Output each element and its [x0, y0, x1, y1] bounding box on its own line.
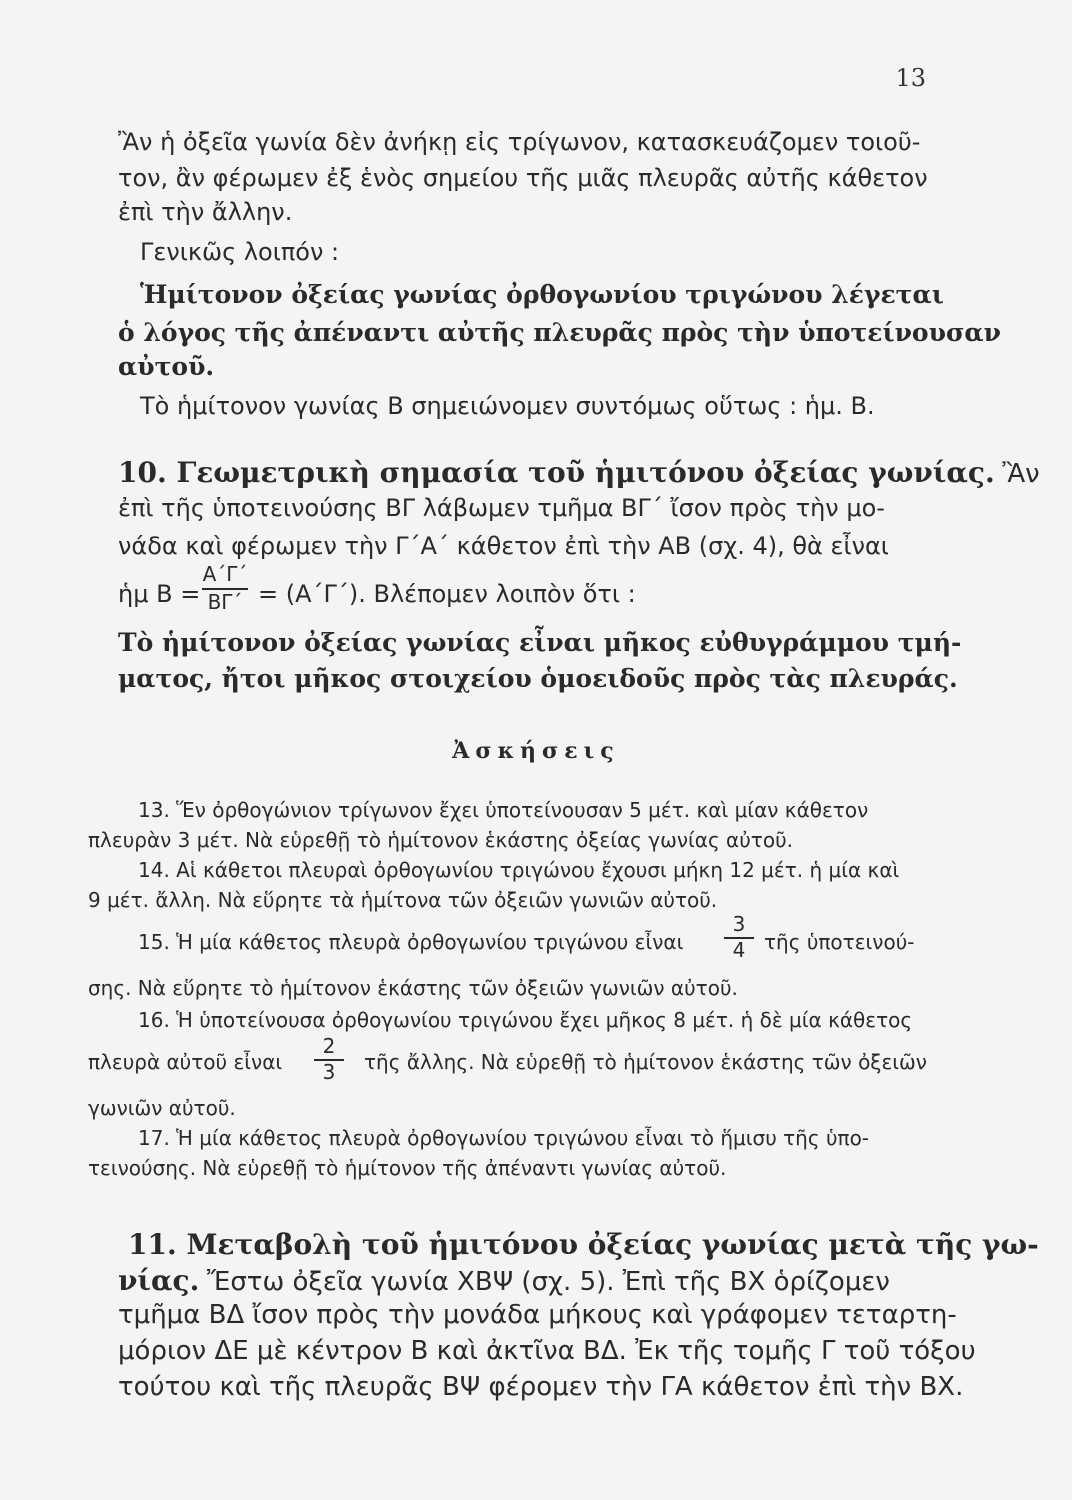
text-line: Ἂν ἡ ὀξεῖα γωνία δὲν ἀνήκῃ εἰς τρίγωνον, κατασκευάζομεν τοιοῦ-: [118, 128, 921, 156]
text-line: τμῆμα ΒΔ ἴσον πρὸς τὴν μονάδα μήκους καὶ γράφομεν τεταρτη-: [118, 1300, 957, 1330]
fraction-numerator: 3: [732, 912, 746, 936]
fraction-denominator: 3: [322, 1060, 336, 1084]
exercise-line: πλευρὰν 3 μέτ. Νὰ εὑρεθῇ τὸ ἡμίτονον ἑκάστης ὀξείας γωνίας αὐτοῦ.: [88, 828, 793, 852]
fraction-denominator: 4: [732, 938, 746, 962]
text-line: ἐπὶ τὴν ἄλλην.: [118, 198, 293, 226]
exercise-line: τῆς ἄλλης. Νὰ εὑρεθῇ τὸ ἡμίτονον ἑκάστης τῶν ὀξειῶν: [364, 1050, 927, 1074]
fraction-numerator: 2: [322, 1034, 336, 1058]
section-10-heading-line: [118, 456, 1040, 489]
exercises-title: Ἀσκήσεις: [452, 738, 620, 764]
exercise-line: 14. Αἱ κάθετοι πλευραὶ ὀρθογωνίου τριγώνου ἔχουσι μήκη 12 μέτ. ἡ μία καὶ: [138, 858, 900, 882]
section-11-line: [118, 1264, 890, 1297]
exercise-line: 17. Ἡ μία κάθετος πλευρὰ ὀρθογωνίου τριγώνου εἶναι τὸ ἥμισυ τῆς ὑπο-: [138, 1126, 870, 1150]
exercise-line: 15. Ἡ μία κάθετος πλευρὰ ὀρθογωνίου τριγώνου εἶναι: [138, 930, 684, 954]
exercise-line: 9 μέτ. ἄλλη. Νὰ εὕρητε τὰ ἡμίτονα τῶν ὀξειῶν γωνιῶν αὐτοῦ.: [88, 888, 718, 912]
exercise-fraction: [314, 1034, 344, 1084]
text-fragment: Ἔστω ὀξεῖα γωνία ΧΒΨ (σχ. 5). Ἐπὶ τῆς ΒΧ ὁρίζομεν: [206, 1267, 890, 1297]
exercise-line: τῆς ὑποτεινού-: [764, 930, 915, 954]
theorem-line: Τὸ ἡμίτονον ὀξείας γωνίας εἶναι μῆκος εὐθυγράμμου τμή-: [118, 628, 962, 657]
text-line: νάδα καὶ φέρωμεν τὴν Γ΄Α΄ κάθετον ἐπὶ τὴν ΑΒ (σχ. 4), θὰ εἶναι: [118, 532, 889, 560]
section-heading: 10. Γεωμετρικὴ σημασία τοῦ ἡμιτόνου ὀξείας γωνίας.: [118, 456, 995, 489]
fraction-numerator: Α΄Γ΄: [202, 562, 248, 586]
section-heading-continued: νίας.: [118, 1264, 200, 1297]
section-heading: 11. Μεταβολὴ τοῦ ἡμιτόνου ὀξείας γωνίας μετὰ τῆς γω-: [128, 1228, 1039, 1261]
exercise-fraction: [724, 912, 754, 962]
fraction-denominator: ΒΓ΄: [207, 590, 243, 614]
formula-lhs: ἡμ Β =: [118, 580, 201, 608]
exercise-line: πλευρὰ αὐτοῦ εἶναι: [88, 1050, 283, 1074]
text-line: τον, ἂν φέρωμεν ἐξ ἑνὸς σημείου τῆς μιᾶς πλευρᾶς αὐτῆς κάθετον: [118, 164, 928, 192]
text-line: ἐπὶ τῆς ὑποτεινούσης ΒΓ λάβωμεν τμῆμα ΒΓ΄ ἴσον πρὸς τὴν μο-: [118, 494, 885, 522]
exercise-line: γωνιῶν αὐτοῦ.: [88, 1096, 236, 1120]
notation-line: Τὸ ἡμίτονον γωνίας Β σημειώνομεν συντόμως οὕτως : ἡμ. Β.: [140, 392, 875, 420]
text-line: Γενικῶς λοιπόν :: [140, 238, 340, 266]
exercise-line: 13. Ἕν ὀρθογώνιον τρίγωνον ἔχει ὑποτείνουσαν 5 μέτ. καὶ μίαν κάθετον: [138, 798, 869, 822]
formula-fraction: [202, 562, 248, 612]
definition-line: αὐτοῦ.: [118, 352, 215, 381]
exercise-line: τεινούσης. Νὰ εὑρεθῇ τὸ ἡμίτονον τῆς ἀπέναντι γωνίας αὐτοῦ.: [88, 1156, 727, 1180]
exercise-line: 16. Ἡ ὑποτείνουσα ὀρθογωνίου τριγώνου ἔχει μῆκος 8 μέτ. ἡ δὲ μία κάθετος: [138, 1008, 913, 1032]
text-line: τούτου καὶ τῆς πλευρᾶς ΒΨ φέρομεν τὴν ΓΑ κάθετον ἐπὶ τὴν ΒΧ.: [118, 1372, 964, 1402]
definition-line: ὁ λόγος τῆς ἀπέναντι αὐτῆς πλευρᾶς πρὸς τὴν ὑποτείνουσαν: [118, 318, 1001, 347]
definition-line: Ἡμίτονον ὀξείας γωνίας ὀρθογωνίου τριγώνου λέγεται: [140, 280, 944, 309]
exercise-line: σης. Νὰ εὕρητε τὸ ἡμίτονον ἑκάστης τῶν ὀξειῶν γωνιῶν αὐτοῦ.: [88, 976, 738, 1000]
page-number: 13: [895, 64, 926, 92]
text-fragment: Ἂν: [1002, 459, 1040, 489]
text-line: μόριον ΔΕ μὲ κέντρον Β καὶ ἀκτῖνα ΒΔ. Ἐκ τῆς τομῆς Γ τοῦ τόξου: [118, 1336, 976, 1366]
formula-rhs: = (Α΄Γ΄). Βλέπομεν λοιπὸν ὅτι :: [258, 580, 636, 608]
theorem-line: ματος, ἤτοι μῆκος στοιχείου ὁμοειδοῦς πρὸς τὰς πλευράς.: [118, 664, 958, 693]
